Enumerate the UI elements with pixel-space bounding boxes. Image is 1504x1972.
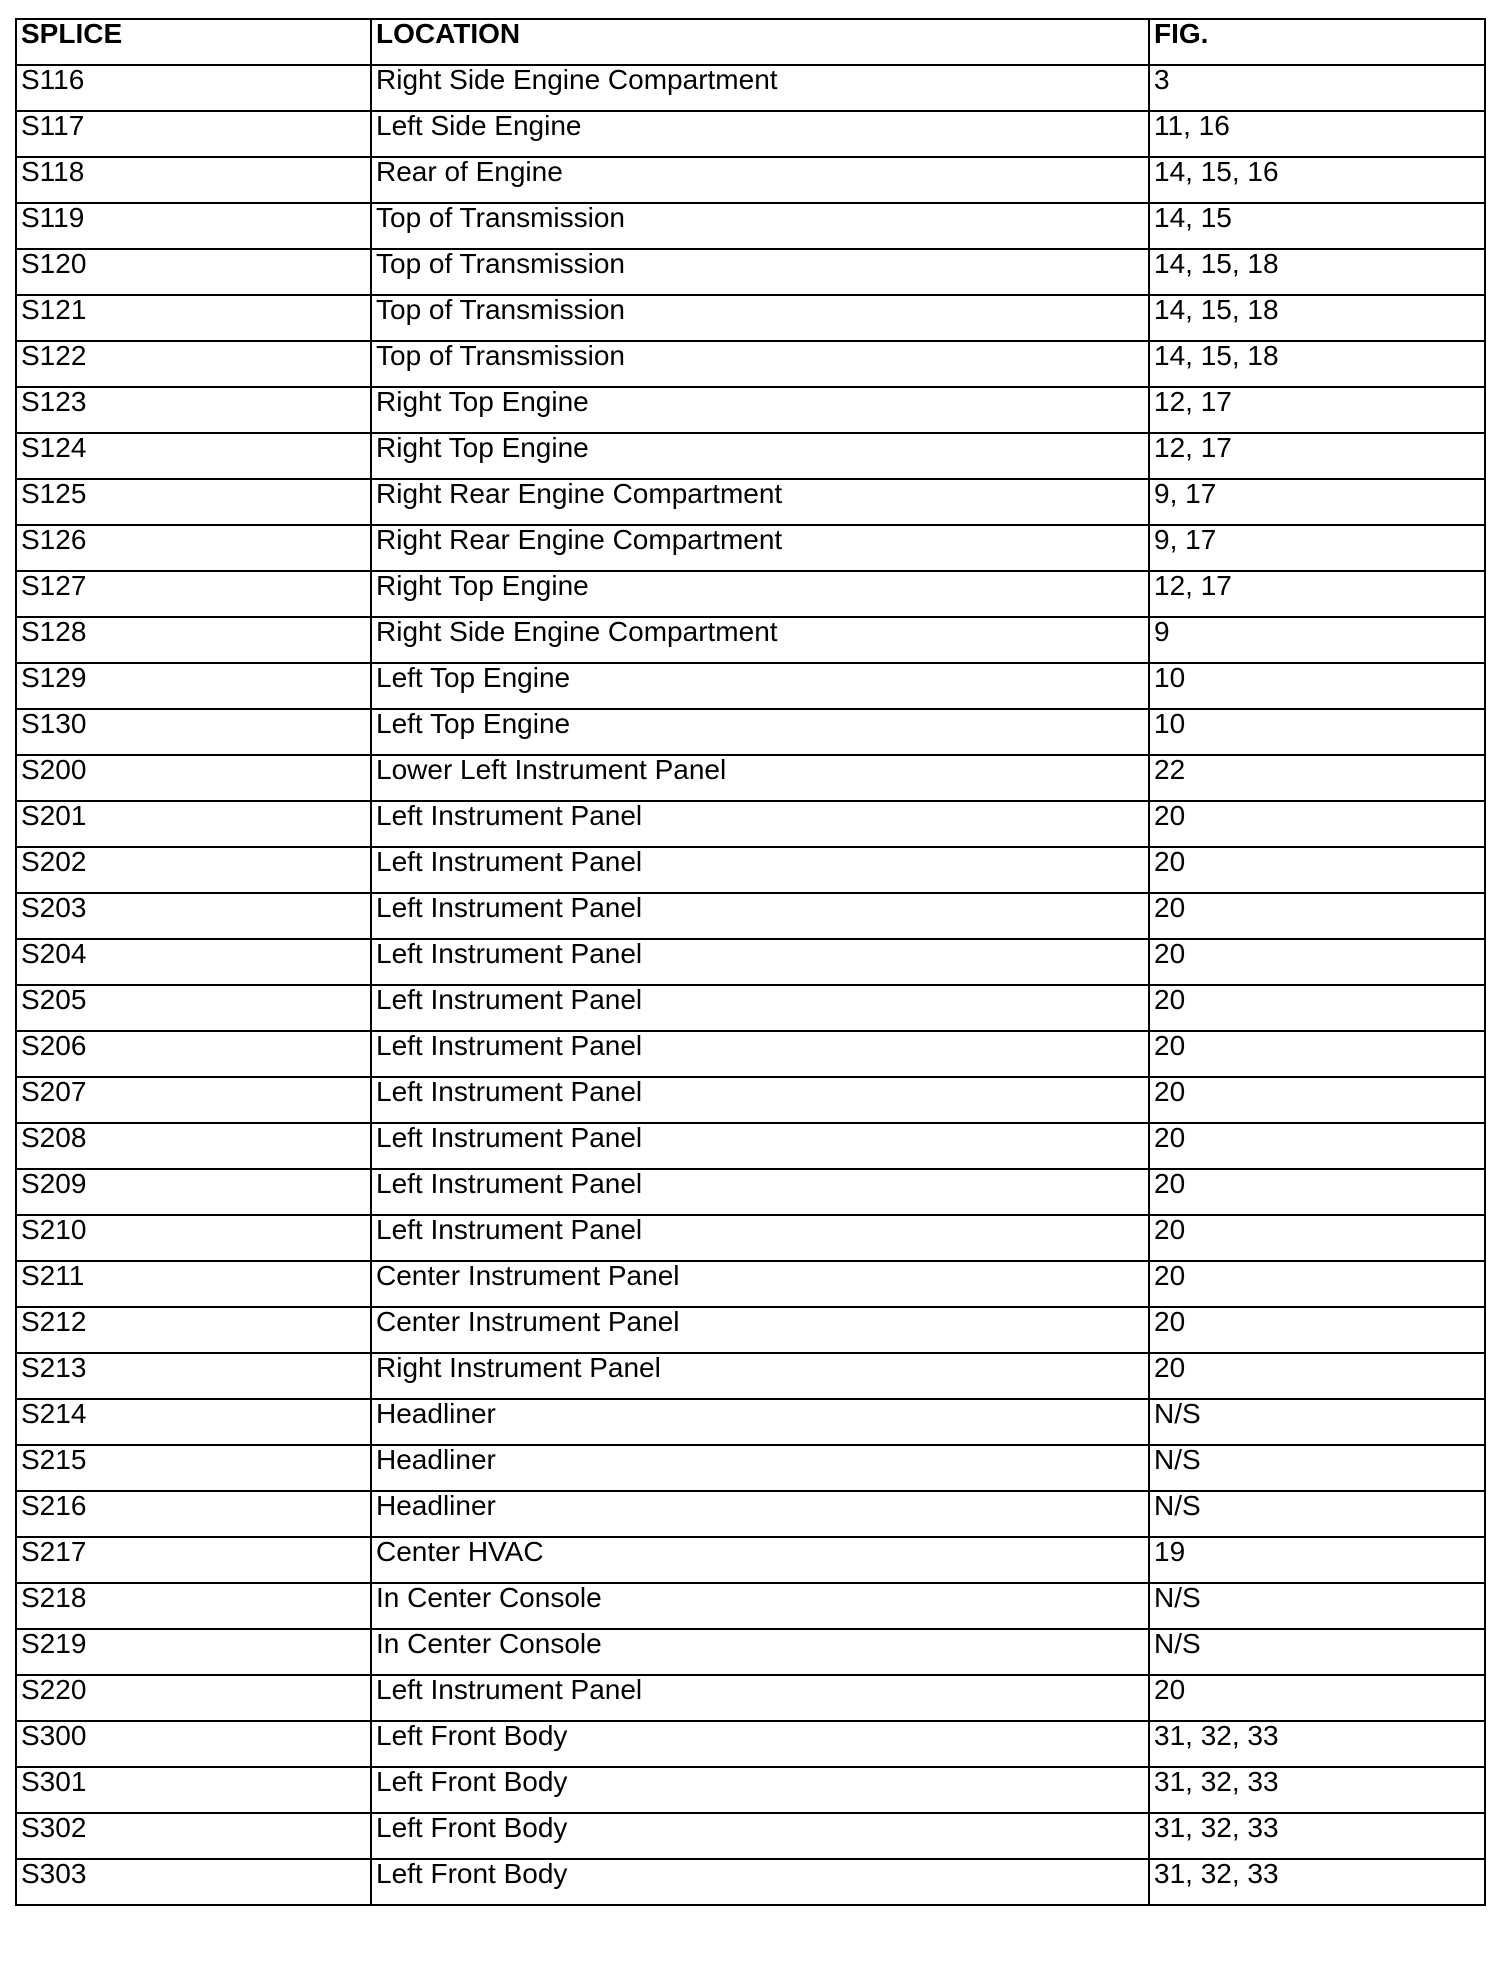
table-row [16, 1491, 1485, 1537]
table-row [16, 433, 1485, 479]
table-row [16, 1813, 1485, 1859]
table-row [16, 249, 1485, 295]
splice-id-cell: S303 [16, 1859, 371, 1905]
splice-id-cell: S125 [16, 479, 371, 525]
table-row [16, 1399, 1485, 1445]
fig-cell: 20 [1149, 847, 1485, 893]
location-cell: Lower Left Instrument Panel [371, 755, 1149, 801]
table-row [16, 571, 1485, 617]
table-row [16, 157, 1485, 203]
fig-cell: 9, 17 [1149, 479, 1485, 525]
table-row [16, 1031, 1485, 1077]
fig-cell: 31, 32, 33 [1149, 1859, 1485, 1905]
table-row [16, 1583, 1485, 1629]
fig-cell: 12, 17 [1149, 387, 1485, 433]
fig-cell: 20 [1149, 1169, 1485, 1215]
table-row [16, 1675, 1485, 1721]
table-row [16, 801, 1485, 847]
splice-id-cell: S301 [16, 1767, 371, 1813]
fig-cell: 9 [1149, 617, 1485, 663]
table-row [16, 847, 1485, 893]
location-cell: Right Top Engine [371, 387, 1149, 433]
location-cell: Left Instrument Panel [371, 1031, 1149, 1077]
splice-id-cell: S216 [16, 1491, 371, 1537]
splice-id-cell: S302 [16, 1813, 371, 1859]
fig-cell: 14, 15, 16 [1149, 157, 1485, 203]
table-row [16, 1077, 1485, 1123]
location-cell: Left Top Engine [371, 663, 1149, 709]
location-cell: Left Instrument Panel [371, 1077, 1149, 1123]
fig-cell: 12, 17 [1149, 433, 1485, 479]
fig-cell: 20 [1149, 1353, 1485, 1399]
splice-id-cell: S212 [16, 1307, 371, 1353]
location-cell: In Center Console [371, 1629, 1149, 1675]
location-cell: Top of Transmission [371, 341, 1149, 387]
location-cell: Right Top Engine [371, 433, 1149, 479]
table-row [16, 203, 1485, 249]
table-row [16, 985, 1485, 1031]
location-cell: Top of Transmission [371, 295, 1149, 341]
fig-cell: 20 [1149, 1031, 1485, 1077]
location-cell: Center Instrument Panel [371, 1261, 1149, 1307]
splice-id-cell: S210 [16, 1215, 371, 1261]
table-row [16, 479, 1485, 525]
splice-id-cell: S200 [16, 755, 371, 801]
location-cell: Left Instrument Panel [371, 939, 1149, 985]
fig-cell: 11, 16 [1149, 111, 1485, 157]
splice-id-cell: S122 [16, 341, 371, 387]
splice-id-cell: S201 [16, 801, 371, 847]
fig-cell: 20 [1149, 1675, 1485, 1721]
location-cell: Left Instrument Panel [371, 1215, 1149, 1261]
splice-id-cell: S124 [16, 433, 371, 479]
fig-cell: 19 [1149, 1537, 1485, 1583]
location-cell: In Center Console [371, 1583, 1149, 1629]
fig-cell: 20 [1149, 893, 1485, 939]
splice-id-cell: S128 [16, 617, 371, 663]
fig-cell: 20 [1149, 1261, 1485, 1307]
splice-id-cell: S116 [16, 65, 371, 111]
fig-cell: 9, 17 [1149, 525, 1485, 571]
table-row [16, 709, 1485, 755]
fig-cell: 10 [1149, 709, 1485, 755]
splice-id-cell: S214 [16, 1399, 371, 1445]
splice-id-cell: S126 [16, 525, 371, 571]
location-cell: Center Instrument Panel [371, 1307, 1149, 1353]
splice-id-cell: S217 [16, 1537, 371, 1583]
splice-id-cell: S130 [16, 709, 371, 755]
splice-id-cell: S211 [16, 1261, 371, 1307]
splice-id-cell: S208 [16, 1123, 371, 1169]
splice-id-cell: S220 [16, 1675, 371, 1721]
splice-id-cell: S127 [16, 571, 371, 617]
fig-cell: 31, 32, 33 [1149, 1813, 1485, 1859]
location-cell: Left Instrument Panel [371, 985, 1149, 1031]
splice-id-cell: S203 [16, 893, 371, 939]
header-location: LOCATION [371, 19, 1149, 65]
fig-cell: 20 [1149, 985, 1485, 1031]
fig-cell: 3 [1149, 65, 1485, 111]
splice-id-cell: S117 [16, 111, 371, 157]
table-row [16, 617, 1485, 663]
fig-cell: 20 [1149, 1077, 1485, 1123]
table-row [16, 755, 1485, 801]
table-row [16, 1123, 1485, 1169]
fig-cell: 20 [1149, 1307, 1485, 1353]
location-cell: Right Side Engine Compartment [371, 617, 1149, 663]
location-cell: Headliner [371, 1491, 1149, 1537]
fig-cell: 31, 32, 33 [1149, 1721, 1485, 1767]
fig-cell: 22 [1149, 755, 1485, 801]
location-cell: Left Instrument Panel [371, 893, 1149, 939]
fig-cell: 10 [1149, 663, 1485, 709]
location-cell: Left Front Body [371, 1859, 1149, 1905]
splice-id-cell: S204 [16, 939, 371, 985]
splice-id-cell: S202 [16, 847, 371, 893]
fig-cell: N/S [1149, 1629, 1485, 1675]
splice-location-table [15, 18, 1486, 1906]
location-cell: Headliner [371, 1445, 1149, 1491]
table-row [16, 1445, 1485, 1491]
location-cell: Left Top Engine [371, 709, 1149, 755]
splice-id-cell: S129 [16, 663, 371, 709]
location-cell: Left Instrument Panel [371, 801, 1149, 847]
location-cell: Left Instrument Panel [371, 1169, 1149, 1215]
location-cell: Right Rear Engine Compartment [371, 479, 1149, 525]
location-cell: Left Front Body [371, 1767, 1149, 1813]
fig-cell: N/S [1149, 1445, 1485, 1491]
table-row [16, 1629, 1485, 1675]
fig-cell: 14, 15, 18 [1149, 295, 1485, 341]
location-cell: Right Side Engine Compartment [371, 65, 1149, 111]
splice-id-cell: S205 [16, 985, 371, 1031]
location-cell: Headliner [371, 1399, 1149, 1445]
table-row [16, 387, 1485, 433]
table-row [16, 111, 1485, 157]
location-cell: Right Instrument Panel [371, 1353, 1149, 1399]
fig-cell: 12, 17 [1149, 571, 1485, 617]
header-splice: SPLICE [16, 19, 371, 65]
table-body [16, 65, 1485, 1905]
table-row [16, 525, 1485, 571]
splice-id-cell: S218 [16, 1583, 371, 1629]
location-cell: Right Rear Engine Compartment [371, 525, 1149, 571]
table-row [16, 1859, 1485, 1905]
table-row [16, 939, 1485, 985]
header-row [16, 19, 1485, 65]
fig-cell: N/S [1149, 1583, 1485, 1629]
splice-id-cell: S119 [16, 203, 371, 249]
table-row [16, 663, 1485, 709]
fig-cell: N/S [1149, 1399, 1485, 1445]
location-cell: Top of Transmission [371, 203, 1149, 249]
fig-cell: 20 [1149, 1215, 1485, 1261]
table-row [16, 1169, 1485, 1215]
table-row [16, 1721, 1485, 1767]
table-row [16, 295, 1485, 341]
location-cell: Top of Transmission [371, 249, 1149, 295]
splice-id-cell: S206 [16, 1031, 371, 1077]
splice-id-cell: S209 [16, 1169, 371, 1215]
splice-id-cell: S123 [16, 387, 371, 433]
table-row [16, 893, 1485, 939]
table-row [16, 1261, 1485, 1307]
fig-cell: 20 [1149, 801, 1485, 847]
fig-cell: 31, 32, 33 [1149, 1767, 1485, 1813]
fig-cell: 20 [1149, 1123, 1485, 1169]
fig-cell: 14, 15, 18 [1149, 341, 1485, 387]
location-cell: Left Front Body [371, 1721, 1149, 1767]
fig-cell: 20 [1149, 939, 1485, 985]
location-cell: Rear of Engine [371, 157, 1149, 203]
table-row [16, 1353, 1485, 1399]
splice-id-cell: S300 [16, 1721, 371, 1767]
header-fig: FIG. [1149, 19, 1485, 65]
splice-id-cell: S121 [16, 295, 371, 341]
table-row [16, 1307, 1485, 1353]
fig-cell: 14, 15 [1149, 203, 1485, 249]
location-cell: Left Instrument Panel [371, 847, 1149, 893]
location-cell: Left Front Body [371, 1813, 1149, 1859]
location-cell: Right Top Engine [371, 571, 1149, 617]
splice-id-cell: S215 [16, 1445, 371, 1491]
location-cell: Left Instrument Panel [371, 1675, 1149, 1721]
table-row [16, 1767, 1485, 1813]
splice-id-cell: S118 [16, 157, 371, 203]
table-row [16, 341, 1485, 387]
location-cell: Left Side Engine [371, 111, 1149, 157]
splice-id-cell: S207 [16, 1077, 371, 1123]
location-cell: Center HVAC [371, 1537, 1149, 1583]
fig-cell: 14, 15, 18 [1149, 249, 1485, 295]
fig-cell: N/S [1149, 1491, 1485, 1537]
splice-id-cell: S219 [16, 1629, 371, 1675]
location-cell: Left Instrument Panel [371, 1123, 1149, 1169]
splice-id-cell: S213 [16, 1353, 371, 1399]
table-row [16, 1537, 1485, 1583]
splice-id-cell: S120 [16, 249, 371, 295]
table-row [16, 1215, 1485, 1261]
table-row [16, 65, 1485, 111]
